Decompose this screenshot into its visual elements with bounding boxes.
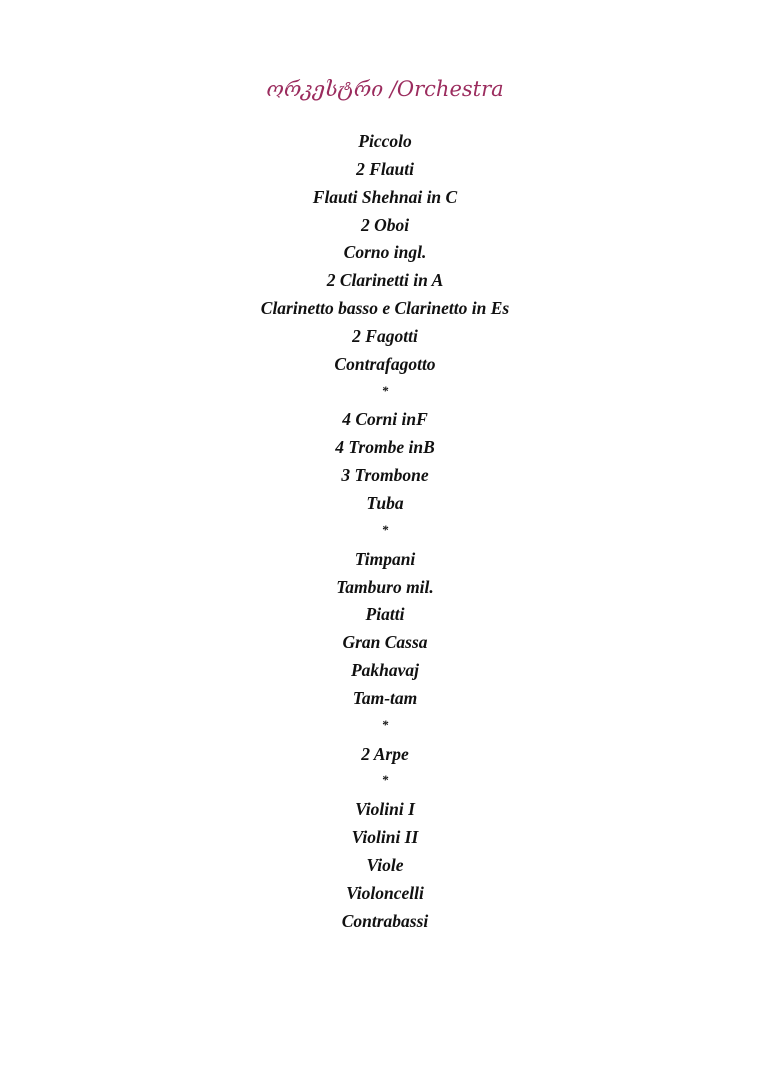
instrument-item: Viole [366,854,404,875]
instrument-item: Contrabassi [341,910,429,931]
instrument-item: 2 Flauti [356,158,414,179]
section-separator: * [381,772,389,788]
instrument-item: 3 Trombone [341,465,429,486]
instrument-item: Clarinetto basso e Clarinetto in Es [260,298,510,319]
instrument-item: Piatti [365,604,405,625]
instrument-item: Tuba [366,492,404,513]
instrument-item: 4 Corni inF [342,409,428,430]
instrument-item: Contrafagotto [334,353,436,374]
section-separator: * [381,382,389,398]
instrument-item: 2 Fagotti [352,325,418,346]
instrument-item: Piccolo [358,131,412,151]
instrument-item: Violini I [355,799,415,820]
instrument-item: 2 Clarinetti in A [326,270,444,291]
instrument-item: Tam-tam [352,687,418,708]
instrument-item: Violini II [351,827,419,848]
instrument-item: Gran Cassa [342,632,428,653]
instrument-item: Timpani [354,548,416,569]
instrument-item: 2 Arpe [361,743,409,764]
page-title: ორკესტრი /Orchestra [266,77,504,101]
instrument-item: 4 Trombe inB [335,437,435,458]
instrument-item: Pakhavaj [350,660,420,681]
instrument-item: 2 Oboi [360,214,410,235]
instrument-item: Flauti Shehnai in C [312,186,458,207]
instrument-item: Tamburo mil. [336,576,434,597]
instrument-item: Violoncelli [346,882,424,903]
section-separator: * [381,521,389,537]
instrument-item: Corno ingl. [343,242,427,263]
section-separator: * [381,716,389,732]
instrument-list [0,128,764,935]
